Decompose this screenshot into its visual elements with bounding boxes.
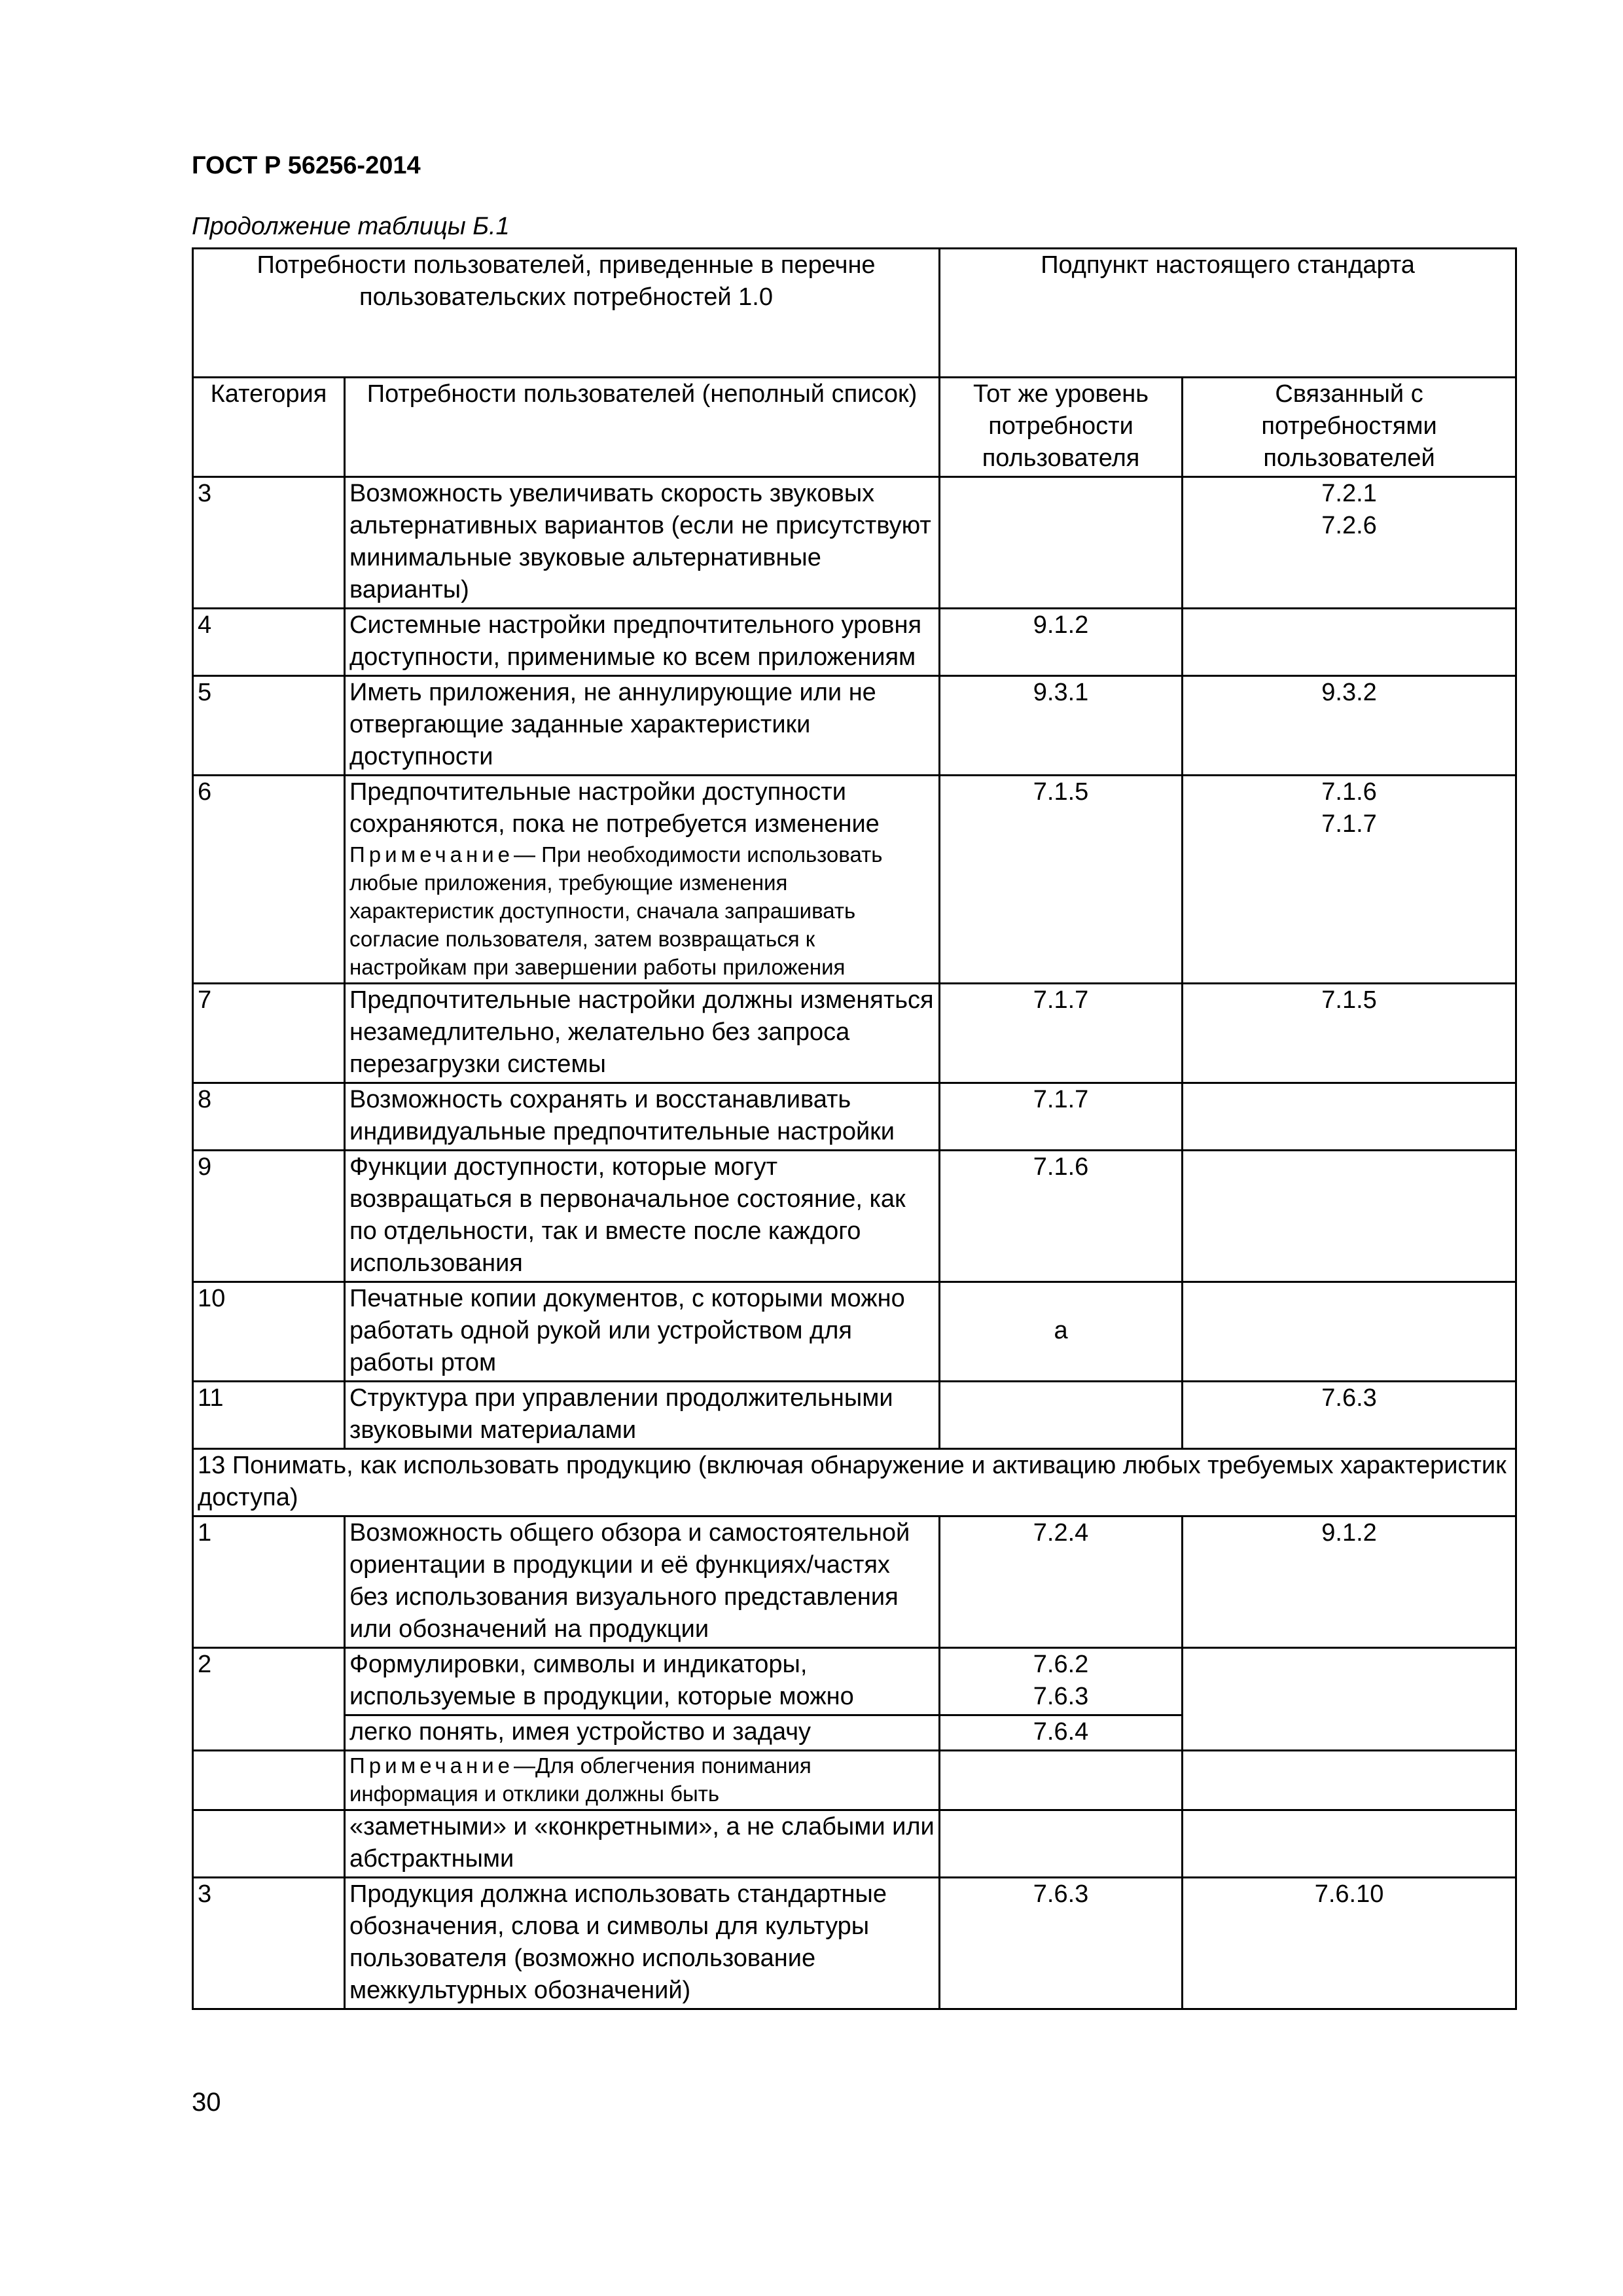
same-level-cell: 7.1.6 (940, 1151, 1183, 1282)
table-row (193, 1083, 1516, 1151)
table-row (193, 477, 1516, 609)
table-row (193, 1751, 1516, 1810)
same-level-cell: а (940, 1282, 1183, 1382)
table-header-row-1 (193, 249, 1516, 378)
same-level-cell: 7.1.5 (940, 776, 1183, 984)
related-cell (1183, 1083, 1516, 1151)
header-same-level: Тот же уровень потребности пользователя (940, 378, 1183, 477)
need-cell: Системные настройки предпочтительного уровня доступности, применимые ко всем приложениям (345, 609, 940, 676)
note (349, 840, 935, 981)
table-caption: Продолжение таблицы Б.1 (192, 213, 510, 240)
related-cell: 9.3.2 (1183, 676, 1516, 776)
related-cell (1183, 1282, 1516, 1382)
related-cell (1183, 609, 1516, 676)
header-standard-subclause: Подпункт настоящего стандарта (940, 249, 1516, 378)
need-text: Предпочтительные настройки доступности сохраняются, пока не потребуется изменение (349, 778, 880, 838)
note-text: — При необходимости использовать любые приложения, требующие изменения характеристик доступности, сначала запрашивать согласие пользователя, затем возвращаться к настройкам при завершении работы приложения (349, 842, 883, 979)
related-cell (1183, 1151, 1516, 1282)
header-user-needs-list: Потребности пользователей, приведенные в перечне пользовательских потребностей 1.0 (193, 249, 940, 378)
note-label: Примечание (349, 1753, 514, 1778)
table-header-row-2 (193, 378, 1516, 477)
same-level-cell: 9.3.1 (940, 676, 1183, 776)
related-cell: 7.1.6 7.1.7 (1183, 776, 1516, 984)
table-row (193, 776, 1516, 984)
table-row (193, 1648, 1516, 1715)
need-cell: «заметными» и «конкретными», а не слабыми или абстрактными (345, 1810, 940, 1878)
header-related: Связанный с потребностями пользователей (1183, 378, 1516, 477)
header-needs: Потребности пользователей (неполный список) (345, 378, 940, 477)
related-cell: 9.1.2 (1183, 1516, 1516, 1648)
same-level-cell: 7.6.2 7.6.3 (940, 1648, 1183, 1715)
table-row (193, 1382, 1516, 1449)
table-row (193, 1810, 1516, 1878)
category-cell (193, 1751, 345, 1810)
table-row (193, 1151, 1516, 1282)
need-cell: Возможность увеличивать скорость звуковых альтернативных вариантов (если не присутствуют минимальные звуковые альтернативные варианты) (345, 477, 940, 609)
category-cell: 9 (193, 1151, 345, 1282)
table-row (193, 1282, 1516, 1382)
need-cell (345, 776, 940, 984)
need-cell: Печатные копии документов, с которыми можно работать одной рукой или устройством для работы ртом (345, 1282, 940, 1382)
category-cell: 2 (193, 1648, 345, 1751)
note-text: —Для облегчения понимания информация и отклики должны быть (349, 1753, 812, 1806)
need-cell: Иметь приложения, не аннулирующие или не отвергающие заданные характеристики доступности (345, 676, 940, 776)
document-code: ГОСТ Р 56256-2014 (192, 152, 421, 179)
table-row (193, 1516, 1516, 1648)
related-cell (1183, 1810, 1516, 1878)
section-row (193, 1449, 1516, 1516)
table-row (193, 676, 1516, 776)
same-level-cell: 7.1.7 (940, 984, 1183, 1083)
category-cell: 6 (193, 776, 345, 984)
table-row (193, 984, 1516, 1083)
same-level-cell: 7.1.7 (940, 1083, 1183, 1151)
need-cell: легко понять, имея устройство и задачу (345, 1715, 940, 1751)
table-row (193, 609, 1516, 676)
related-cell: 7.6.3 (1183, 1382, 1516, 1449)
category-cell: 4 (193, 609, 345, 676)
need-cell: Возможность общего обзора и самостоятельной ориентации в продукции и её функциях/частях без использования визуального представления или обозначений на продукции (345, 1516, 940, 1648)
related-cell (1183, 1751, 1516, 1810)
note-label: Примечание (349, 842, 514, 867)
need-cell: Структура при управлении продолжительными звуковыми материалами (345, 1382, 940, 1449)
same-level-cell (940, 1810, 1183, 1878)
same-level-cell: 7.2.4 (940, 1516, 1183, 1648)
need-cell: Функции доступности, которые могут возвращаться в первоначальное состояние, как по отдельности, так и вместе после каждого использования (345, 1151, 940, 1282)
same-level-cell (940, 477, 1183, 609)
category-cell: 11 (193, 1382, 345, 1449)
related-cell: 7.6.10 (1183, 1878, 1516, 2009)
same-level-cell: 9.1.2 (940, 609, 1183, 676)
table-row (193, 1878, 1516, 2009)
need-cell: Предпочтительные настройки должны изменяться незамедлительно, желательно без запроса перезагрузки системы (345, 984, 940, 1083)
need-cell: Продукция должна использовать стандартные обозначения, слова и символы для культуры пользователя (возможно использование межкультурных обозначений) (345, 1878, 940, 2009)
category-cell: 3 (193, 1878, 345, 2009)
needs-table (192, 247, 1517, 2010)
need-cell: Формулировки, символы и индикаторы, используемые в продукции, которые можно (345, 1648, 940, 1715)
related-cell (1183, 1648, 1516, 1751)
note (345, 1751, 940, 1810)
category-cell: 8 (193, 1083, 345, 1151)
related-cell: 7.1.5 (1183, 984, 1516, 1083)
same-level-cell (940, 1751, 1183, 1810)
page-number: 30 (192, 2088, 221, 2117)
related-cell: 7.2.1 7.2.6 (1183, 477, 1516, 609)
category-cell: 10 (193, 1282, 345, 1382)
category-cell (193, 1810, 345, 1878)
section-13-title: 13 Понимать, как использовать продукцию (включая обнаружение и активацию любых требуемых характеристик доступа) (193, 1449, 1516, 1516)
need-cell: Возможность сохранять и восстанавливать индивидуальные предпочтительные настройки (345, 1083, 940, 1151)
same-level-cell: 7.6.4 (940, 1715, 1183, 1751)
category-cell: 3 (193, 477, 345, 609)
same-level-cell (940, 1382, 1183, 1449)
category-cell: 7 (193, 984, 345, 1083)
same-level-cell: 7.6.3 (940, 1878, 1183, 2009)
category-cell: 1 (193, 1516, 345, 1648)
category-cell: 5 (193, 676, 345, 776)
header-category: Категория (193, 378, 345, 477)
